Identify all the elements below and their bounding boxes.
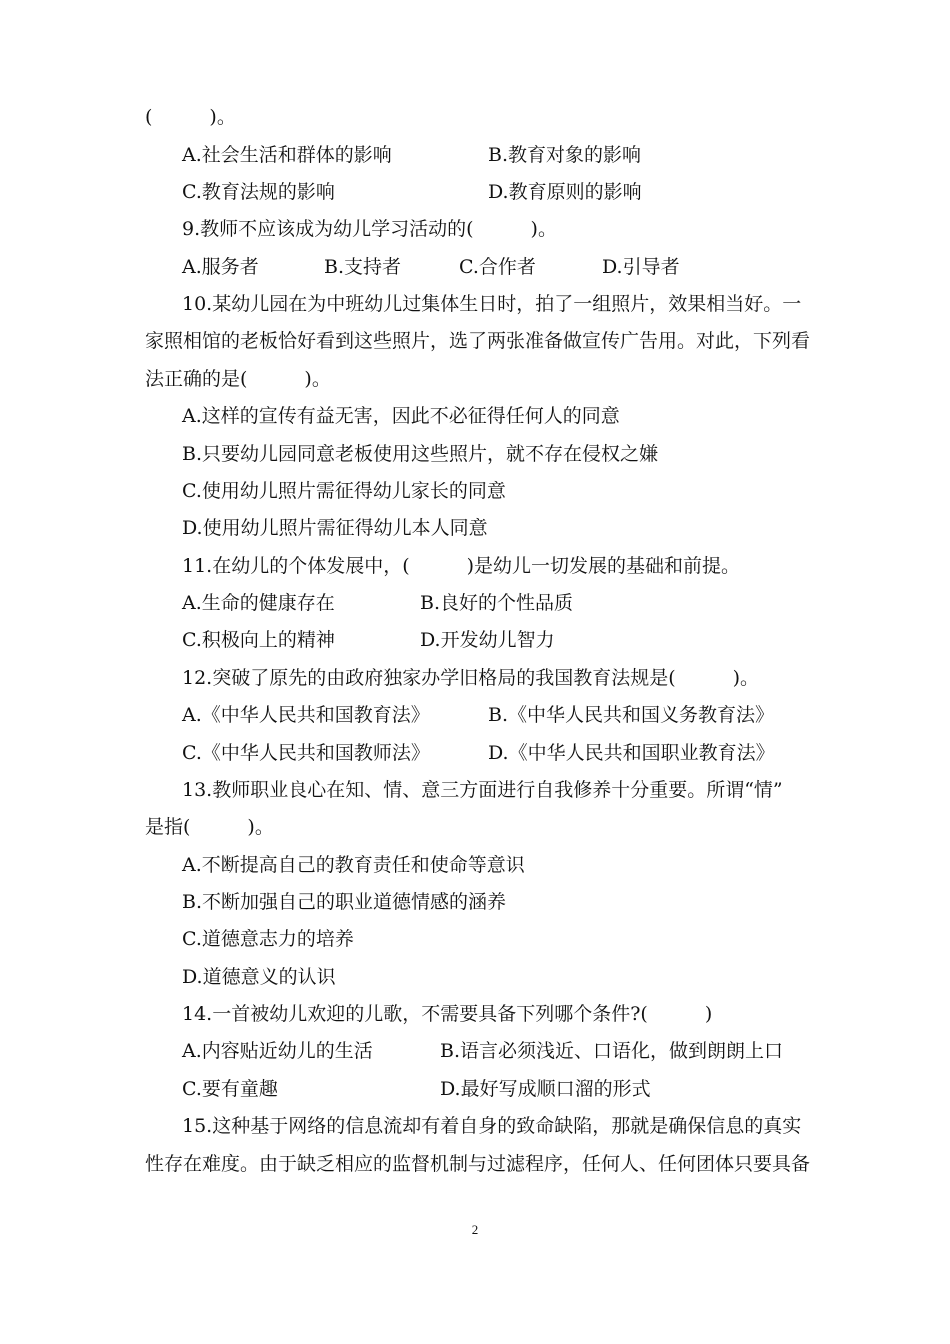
question-10-stem-line-1 <box>0 289 950 319</box>
question-13-stem-line-1 <box>0 775 950 805</box>
option-b: B.只要幼儿园同意老板使用这些照片，就不存在侵权之嫌 <box>182 443 659 465</box>
option-a: A.社会生活和群体的影响 <box>182 144 392 166</box>
question-10-option-b <box>0 439 950 469</box>
question-stem-line: 法正确的是( )。 <box>145 368 331 390</box>
option-a: A.服务者 <box>182 256 259 278</box>
question-13-option-d <box>0 962 950 992</box>
question-8-options-row-2 <box>0 177 950 207</box>
question-12-options-row-1 <box>0 700 950 730</box>
question-8-options-row-1 <box>0 140 950 170</box>
option-d: D.道德意义的认识 <box>182 966 336 988</box>
question-10-option-a <box>0 401 950 431</box>
option-a: A.这样的宣传有益无害，因此不必征得任何人的同意 <box>182 405 620 427</box>
question-stem-line: 11.在幼儿的个体发展中，( )是幼儿一切发展的基础和前提。 <box>182 555 741 577</box>
option-c: C.要有童趣 <box>182 1078 278 1100</box>
question-stem-line: 性存在难度。由于缺乏相应的监督机制与过滤程序，任何人、任何团体只要具备 <box>145 1153 811 1175</box>
question-13-option-a <box>0 850 950 880</box>
question-14-stem <box>0 999 950 1029</box>
question-stem-line: 是指( )。 <box>145 816 274 838</box>
option-c: C.教育法规的影响 <box>182 181 335 203</box>
option-c: C.使用幼儿照片需征得幼儿家长的同意 <box>182 480 506 502</box>
question-15-stem-line-1 <box>0 1111 950 1141</box>
question-13-stem-line-2 <box>0 812 950 842</box>
option-b: B.教育对象的影响 <box>488 144 642 166</box>
question-12-stem <box>0 663 950 693</box>
option-d: D.引导者 <box>602 256 680 278</box>
question-10-option-d <box>0 513 950 543</box>
question-14-options-row-1 <box>0 1036 950 1066</box>
question-11-stem <box>0 551 950 581</box>
question-10-stem-line-2 <box>0 326 950 356</box>
question-15-stem-line-2 <box>0 1149 950 1179</box>
question-12-options-row-2 <box>0 738 950 768</box>
option-c: C.道德意志力的培养 <box>182 928 354 950</box>
question-stem-line: 12.突破了原先的由政府独家办学旧格局的我国教育法规是( )。 <box>182 667 760 689</box>
option-b: B.支持者 <box>324 256 402 278</box>
question-stem-line: 9.教师不应该成为幼儿学习活动的( )。 <box>182 218 557 240</box>
question-stem-line: 家照相馆的老板恰好看到这些照片，选了两张准备做宣传广告用。对此，下列看 <box>145 330 811 352</box>
option-b: B.不断加强自己的职业道德情感的涵养 <box>182 891 507 913</box>
question-9-stem <box>0 214 950 244</box>
option-d: D.开发幼儿智力 <box>420 629 555 651</box>
question-10-stem-line-3 <box>0 364 950 394</box>
option-a: A.内容贴近幼儿的生活 <box>182 1040 373 1062</box>
question-11-options-row-2 <box>0 625 950 655</box>
option-d: D.使用幼儿照片需征得幼儿本人同意 <box>182 517 488 539</box>
option-a: A.《中华人民共和国教育法》 <box>182 704 430 726</box>
option-a: A.不断提高自己的教育责任和使命等意识 <box>182 854 525 876</box>
option-c: C.合作者 <box>459 256 536 278</box>
question-9-options <box>0 252 950 282</box>
question-14-options-row-2 <box>0 1074 950 1104</box>
option-d: D.教育原则的影响 <box>488 181 642 203</box>
page-number: 2 <box>471 1222 479 1237</box>
question-stem-line: 13.教师职业良心在知、情、意三方面进行自我修养十分重要。所谓“情” <box>182 779 783 801</box>
question-stem-line: 14.一首被幼儿欢迎的儿歌，不需要具备下列哪个条件?( ) <box>182 1003 713 1025</box>
question-13-option-c <box>0 924 950 954</box>
question-stem-line: ( )。 <box>145 106 236 128</box>
option-c: C.积极向上的精神 <box>182 629 335 651</box>
question-11-options-row-1 <box>0 588 950 618</box>
question-10-option-c <box>0 476 950 506</box>
question-13-option-b <box>0 887 950 917</box>
option-c: C.《中华人民共和国教师法》 <box>182 742 430 764</box>
option-d: D.最好写成顺口溜的形式 <box>440 1078 651 1100</box>
question-stem-line: 15.这种基于网络的信息流却有着自身的致命缺陷，那就是确保信息的真实 <box>182 1115 802 1137</box>
option-b: B.《中华人民共和国义务教育法》 <box>488 704 775 726</box>
question-stem-line: 10.某幼儿园在为中班幼儿过集体生日时，拍了一组照片，效果相当好。一 <box>182 293 802 315</box>
option-d: D.《中华人民共和国职业教育法》 <box>488 742 775 764</box>
question-8-continuation <box>0 102 950 132</box>
option-a: A.生命的健康存在 <box>182 592 335 614</box>
option-b: B.良好的个性品质 <box>420 592 574 614</box>
option-b: B.语言必须浅近、口语化，做到朗朗上口 <box>440 1040 784 1062</box>
